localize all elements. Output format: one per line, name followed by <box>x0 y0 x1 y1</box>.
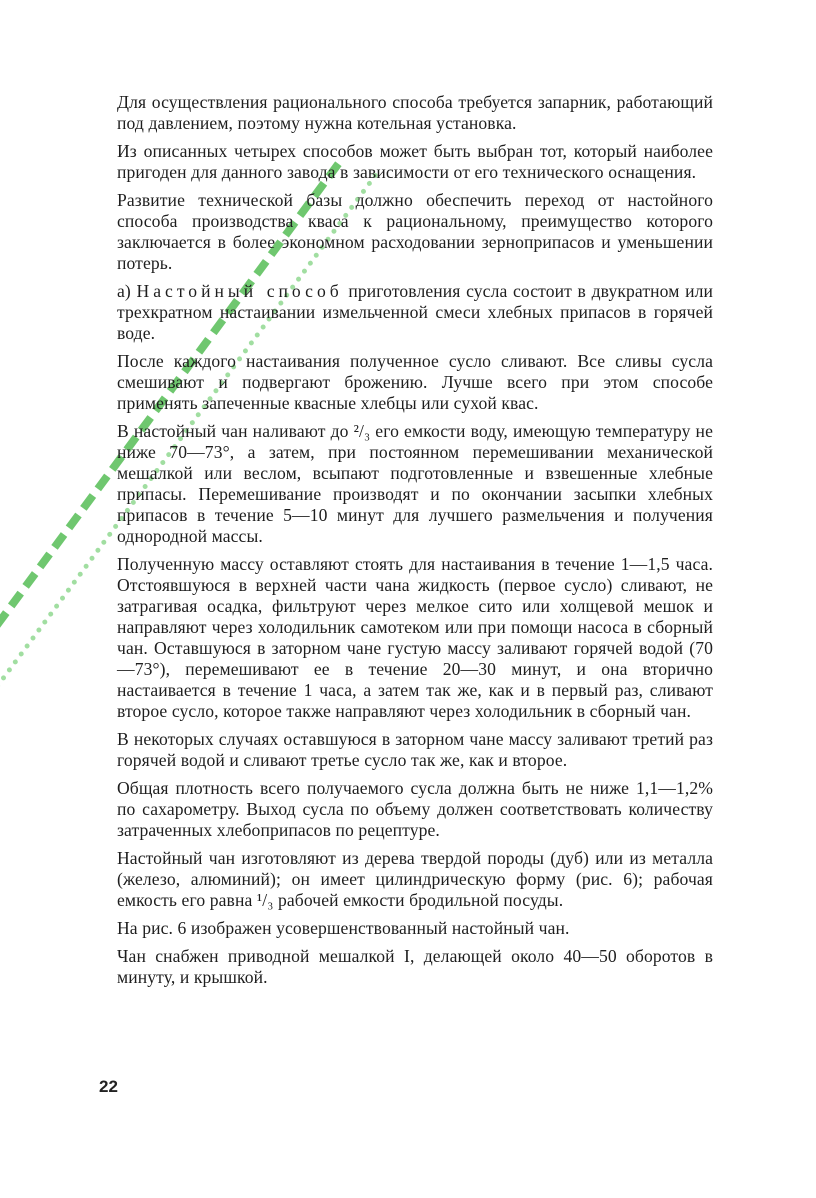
paragraph: После каждого настаивания полученное сусло сливают. Все сливы сусла смешивают и подвергают брожению. Лучше всего при этом способе применять запеченные квасные хлебцы или сухой квас. <box>117 351 713 413</box>
paragraph: В настойный чан наливают до ²/₃ его емкости воду, имеющую температуру не ниже 70—73°, а затем, при постоянном перемешивании механической мешалкой или веслом, всыпают подготовленные и взвешенные хлебные припасы. Перемешивание производят и по окончании засыпки хлебных припасов в течение 5—10 минут для лучшего размельчения и получения однородной массы. <box>117 421 713 546</box>
paragraph: Настойный чан изготовляют из дерева твердой породы (дуб) или из металла (железо, алюминий); он имеет цилиндрическую форму (рис. 6); рабочая емкость его равна ¹/₃ рабочей емкости бродильной посуды. <box>117 848 713 910</box>
page-number: 22 <box>99 1077 118 1096</box>
page-text <box>117 92 713 995</box>
paragraph: Из описанных четырех способов может быть выбран тот, который наиболее пригоден для данного завода в зависимости от его технического оснащения. <box>117 141 713 182</box>
method-a-rest: приготовления сусла состоит в двукратном или трехкратном настаивании измельченной смеси хлебных припасов в горячей воде. <box>117 281 714 343</box>
method-a-term: Настойный способ <box>136 281 343 301</box>
paragraph: Общая плотность всего получаемого сусла должна быть не ниже 1,1—1,2% по сахарометру. Выход сусла по объему должен соответствовать количеству затраченных хлебоприпасов по рецептуре. <box>117 778 713 840</box>
paragraph: Для осуществления рационального способа требуется запарник, работающий под давлением, поэтому нужна котельная установка. <box>117 92 713 133</box>
paragraph-method-a <box>117 281 713 344</box>
paragraph: Чан снабжен приводной мешалкой I, делающей около 40—50 оборотов в минуту, и крышкой. <box>117 946 713 987</box>
paragraph: На рис. 6 изображен усовершенствованный настойный чан. <box>117 918 570 938</box>
method-a-prefix: а) <box>117 281 137 301</box>
paragraph: Полученную массу оставляют стоять для настаивания в течение 1—1,5 часа. Отстоявшуюся в верхней части чана жидкость (первое сусло) сливают, не затрагивая осадка, фильтруют через мелкое сито или холщевой мешок и направляют через холодильник самотеком или при помощи насоса в сборный чан. Оставшуюся в заторном чане густую массу заливают горячей водой (70—73°), перемешивают ее в течение 20—30 минут, и она вторично настаивается в течение 1 часа, а затем так же, как и в первый раз, сливают второе сусло, которое также направляют через холодильник в сборный чан. <box>117 554 713 721</box>
paragraph: В некоторых случаях оставшуюся в заторном чане массу заливают третий раз горячей водой и сливают третье сусло так же, как и второе. <box>117 729 713 770</box>
paragraph: Развитие технической базы должно обеспечить переход от настойного способа производства кваса к рациональному, преимущество которого заключается в более экономном расходовании зерноприпасов и уменьшении потерь. <box>117 190 713 273</box>
